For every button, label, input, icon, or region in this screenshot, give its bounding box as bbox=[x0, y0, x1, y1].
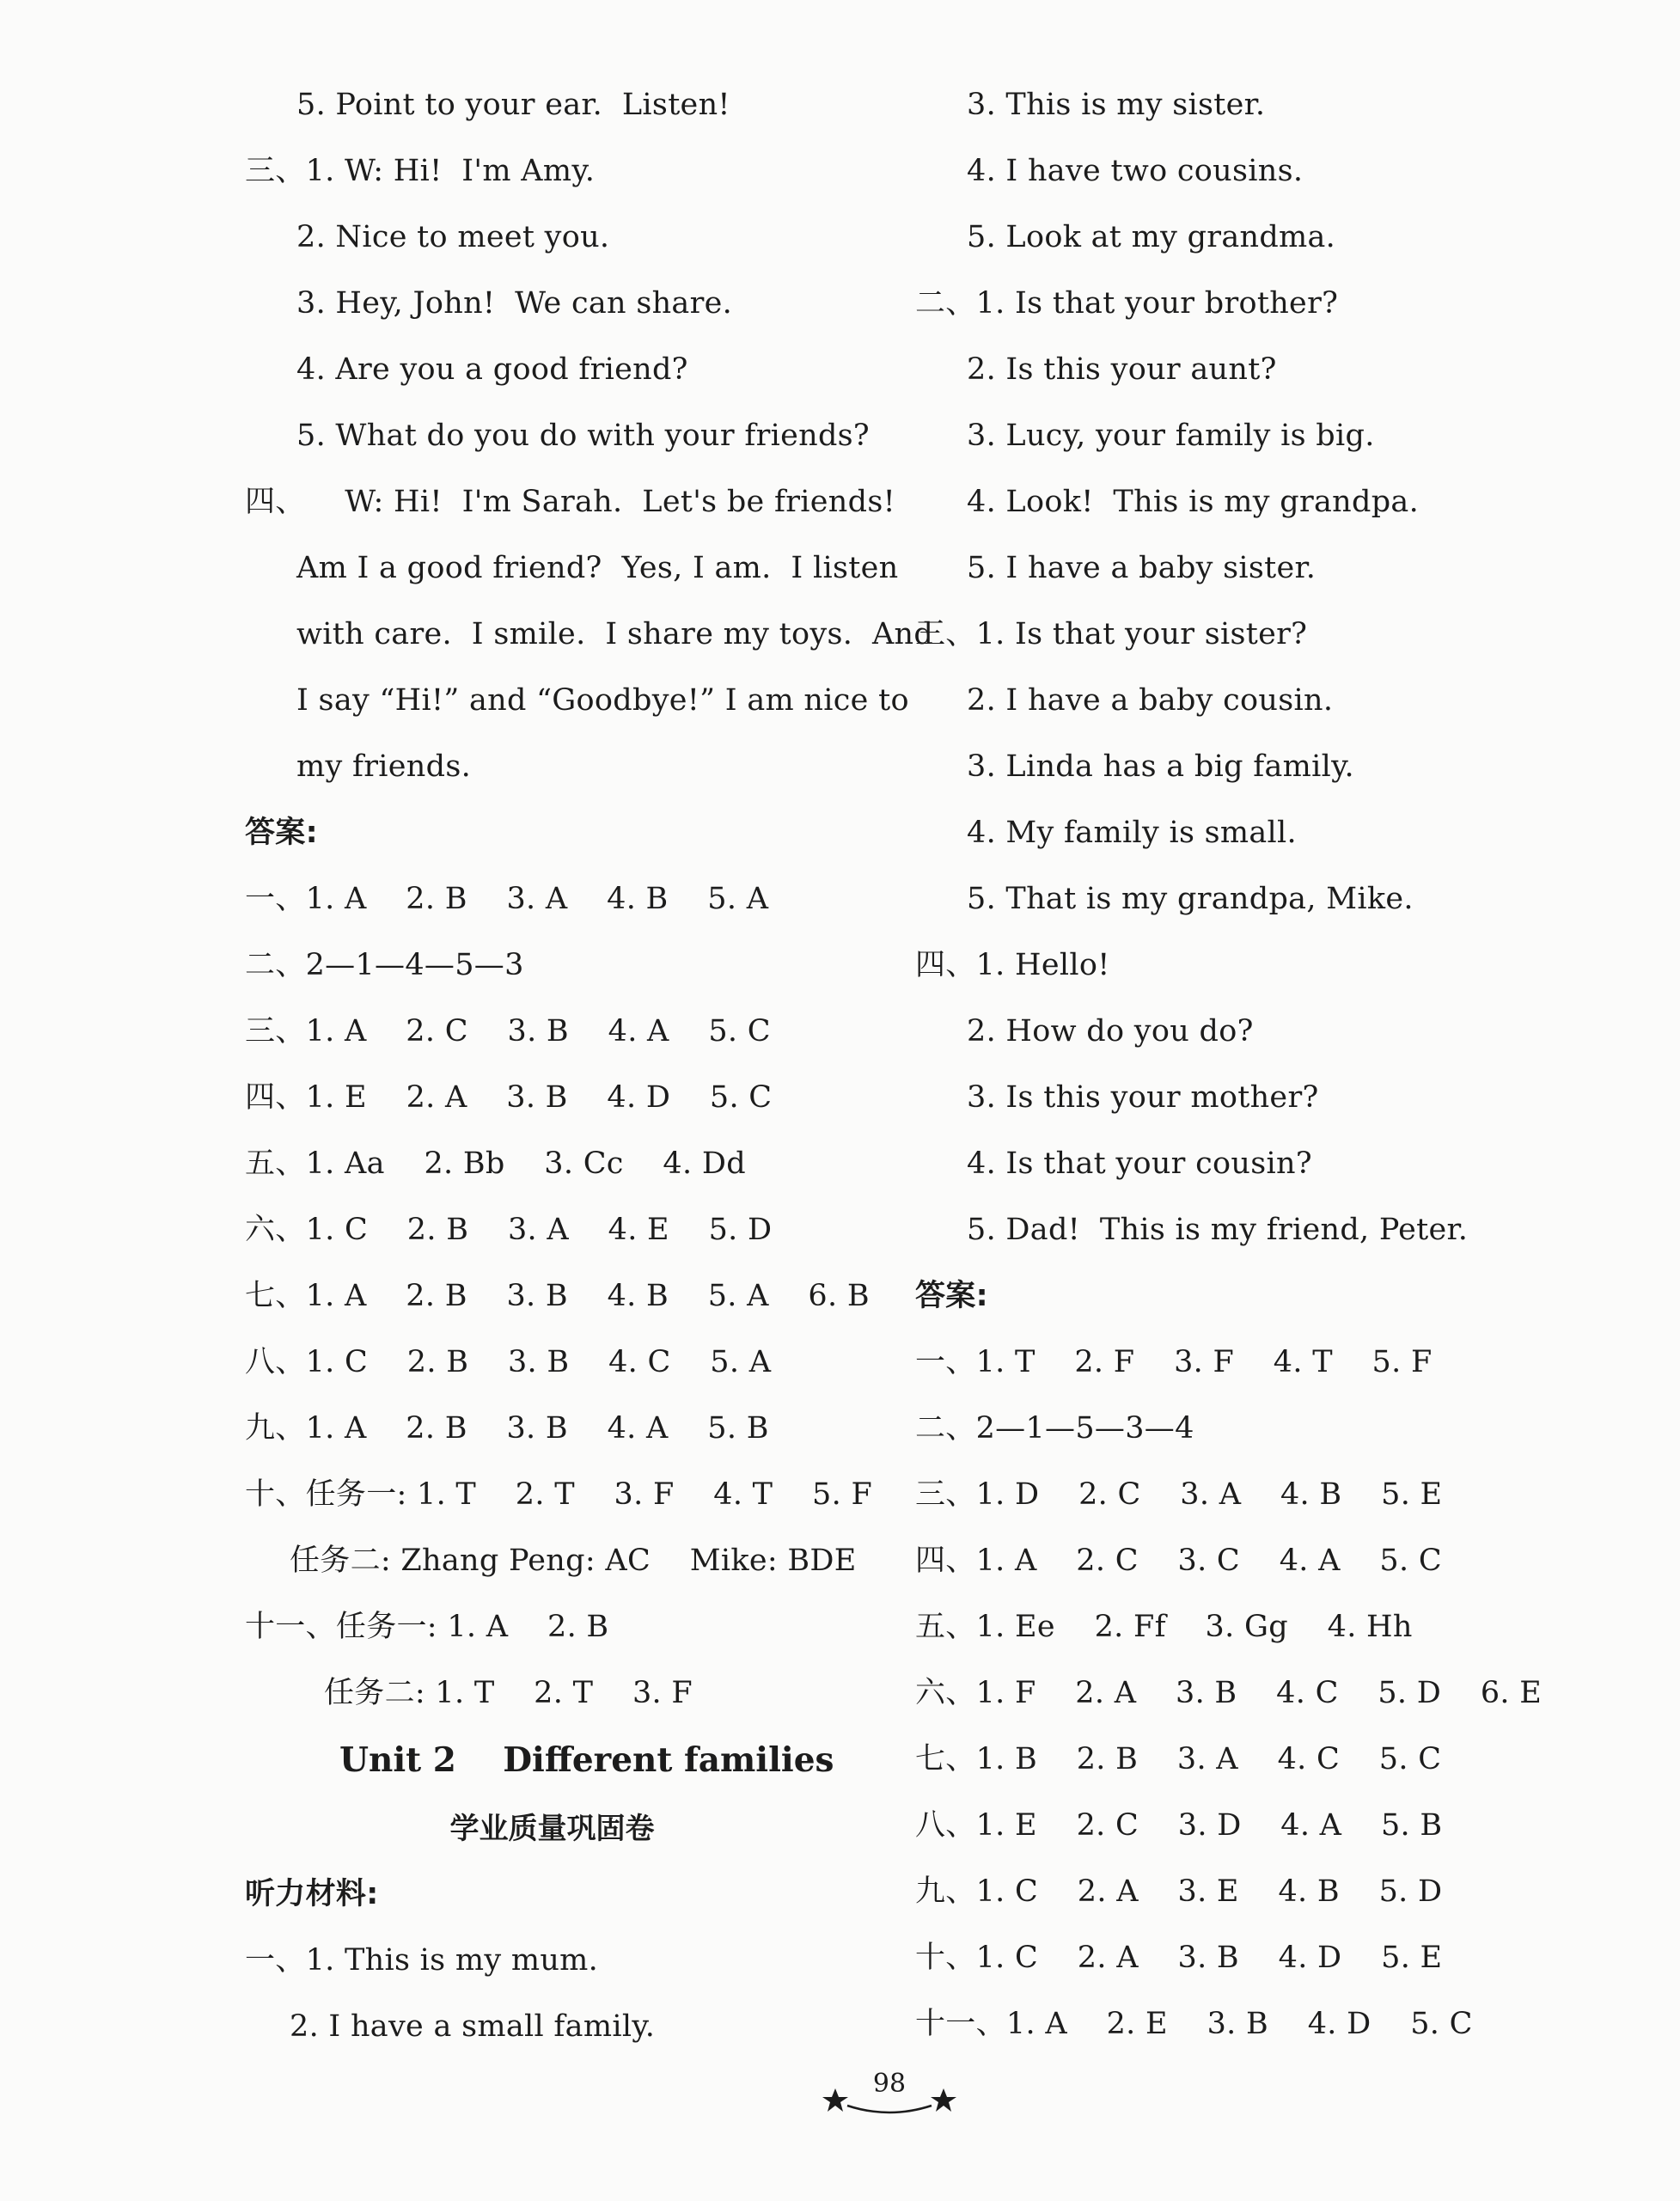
text-line: 3. Is this your mother? bbox=[967, 1080, 1319, 1115]
answer-line: 一、1. A 2. B 3. A 4. B 5. A bbox=[245, 882, 769, 916]
answer-line: 二、2—1—5—3—4 bbox=[915, 1411, 1194, 1446]
page-number: 98 bbox=[872, 2069, 907, 2099]
listening-heading: 听力材料: bbox=[245, 1877, 379, 1911]
text-line: with care. I smile. I share my toys. And bbox=[296, 617, 934, 651]
text-line: 4. I have two cousins. bbox=[967, 154, 1304, 188]
answer-line: 三、1. A 2. C 3. B 4. A 5. C bbox=[245, 1014, 771, 1049]
answer-line: 十一、任务一: 1. A 2. B bbox=[245, 1610, 609, 1644]
answer-line: 任务二: 1. T 2. T 3. F bbox=[324, 1676, 693, 1710]
text-line: 5. I have a baby sister. bbox=[967, 551, 1317, 585]
text-line: 4. Are you a good friend? bbox=[296, 352, 688, 387]
text-line: 一、1. This is my mum. bbox=[245, 1943, 599, 1978]
text-line: 4. Is that your cousin? bbox=[967, 1146, 1312, 1181]
text-line: my friends. bbox=[296, 749, 472, 784]
answer-line: 四、1. A 2. C 3. C 4. A 5. C bbox=[915, 1544, 1442, 1578]
text-line: 2. I have a baby cousin. bbox=[967, 683, 1334, 718]
answer-line: 六、1. C 2. B 3. A 4. E 5. D bbox=[245, 1213, 773, 1247]
answer-line: 四、1. E 2. A 3. B 4. D 5. C bbox=[245, 1080, 773, 1115]
text-line: 2. I have a small family. bbox=[290, 2009, 656, 2044]
text-line: 4. Look! This is my grandpa. bbox=[967, 485, 1420, 519]
answer-line: 十一、1. A 2. E 3. B 4. D 5. C bbox=[915, 2007, 1473, 2041]
text-line: 3. This is my sister. bbox=[967, 88, 1266, 122]
text-line: 3. Lucy, your family is big. bbox=[967, 419, 1375, 453]
text-line: 3. Hey, John! We can share. bbox=[296, 286, 733, 321]
text-line: Am I a good friend? Yes, I am. I listen bbox=[296, 551, 899, 585]
text-line: 四、 W: Hi! I'm Sarah. Let's be friends! bbox=[245, 485, 895, 519]
answer-line: 七、1. A 2. B 3. B 4. B 5. A 6. B bbox=[245, 1279, 870, 1313]
text-line: 5. What do you do with your friends? bbox=[296, 419, 870, 453]
text-line: 4. My family is small. bbox=[967, 816, 1297, 850]
text-line: 四、1. Hello! bbox=[915, 948, 1110, 982]
answer-line: 七、1. B 2. B 3. A 4. C 5. C bbox=[915, 1742, 1442, 1776]
answers-heading: 答案: bbox=[245, 816, 318, 850]
answer-line: 八、1. C 2. B 3. B 4. C 5. A bbox=[245, 1345, 772, 1379]
answer-line: 六、1. F 2. A 3. B 4. C 5. D 6. E bbox=[915, 1676, 1543, 1710]
text-line: 2. Nice to meet you. bbox=[296, 220, 610, 254]
unit-title: Unit 2 Different families bbox=[339, 1740, 834, 1780]
answer-line: 九、1. A 2. B 3. B 4. A 5. B bbox=[245, 1411, 769, 1446]
answer-line: 十、1. C 2. A 3. B 4. D 5. E bbox=[915, 1941, 1443, 1975]
answer-line: 任务二: Zhang Peng: AC Mike: BDE bbox=[290, 1544, 857, 1578]
answer-line: 八、1. E 2. C 3. D 4. A 5. B bbox=[915, 1808, 1443, 1843]
text-line: 5. Look at my grandma. bbox=[967, 220, 1336, 254]
answer-line: 一、1. T 2. F 3. F 4. T 5. F bbox=[915, 1345, 1433, 1379]
text-line: 二、1. Is that your brother? bbox=[915, 286, 1339, 321]
text-line: 2. How do you do? bbox=[967, 1014, 1254, 1049]
text-line: 5. Point to your ear. Listen! bbox=[296, 88, 730, 122]
page-footer bbox=[816, 2070, 962, 2121]
text-line: I say “Hi!” and “Goodbye!” I am nice to bbox=[296, 683, 909, 718]
text-line: 5. That is my grandpa, Mike. bbox=[967, 882, 1414, 916]
section-subtitle: 学业质量巩固卷 bbox=[449, 1812, 655, 1846]
answers-heading: 答案: bbox=[915, 1279, 988, 1313]
answer-line: 三、1. D 2. C 3. A 4. B 5. E bbox=[915, 1477, 1443, 1512]
text-line: 三、1. Is that your sister? bbox=[915, 617, 1308, 651]
text-line: 3. Linda has a big family. bbox=[967, 749, 1354, 784]
answer-line: 十、任务一: 1. T 2. T 3. F 4. T 5. F bbox=[245, 1477, 873, 1512]
text-line: 三、1. W: Hi! I'm Amy. bbox=[245, 154, 596, 188]
answer-line: 五、1. Aa 2. Bb 3. Cc 4. Dd bbox=[245, 1146, 746, 1181]
answer-line: 九、1. C 2. A 3. E 4. B 5. D bbox=[915, 1874, 1443, 1909]
answer-line: 五、1. Ee 2. Ff 3. Gg 4. Hh bbox=[915, 1610, 1413, 1644]
answer-line: 二、2—1—4—5—3 bbox=[245, 948, 524, 982]
text-line: 2. Is this your aunt? bbox=[967, 352, 1277, 387]
text-line: 5. Dad! This is my friend, Peter. bbox=[967, 1213, 1469, 1247]
